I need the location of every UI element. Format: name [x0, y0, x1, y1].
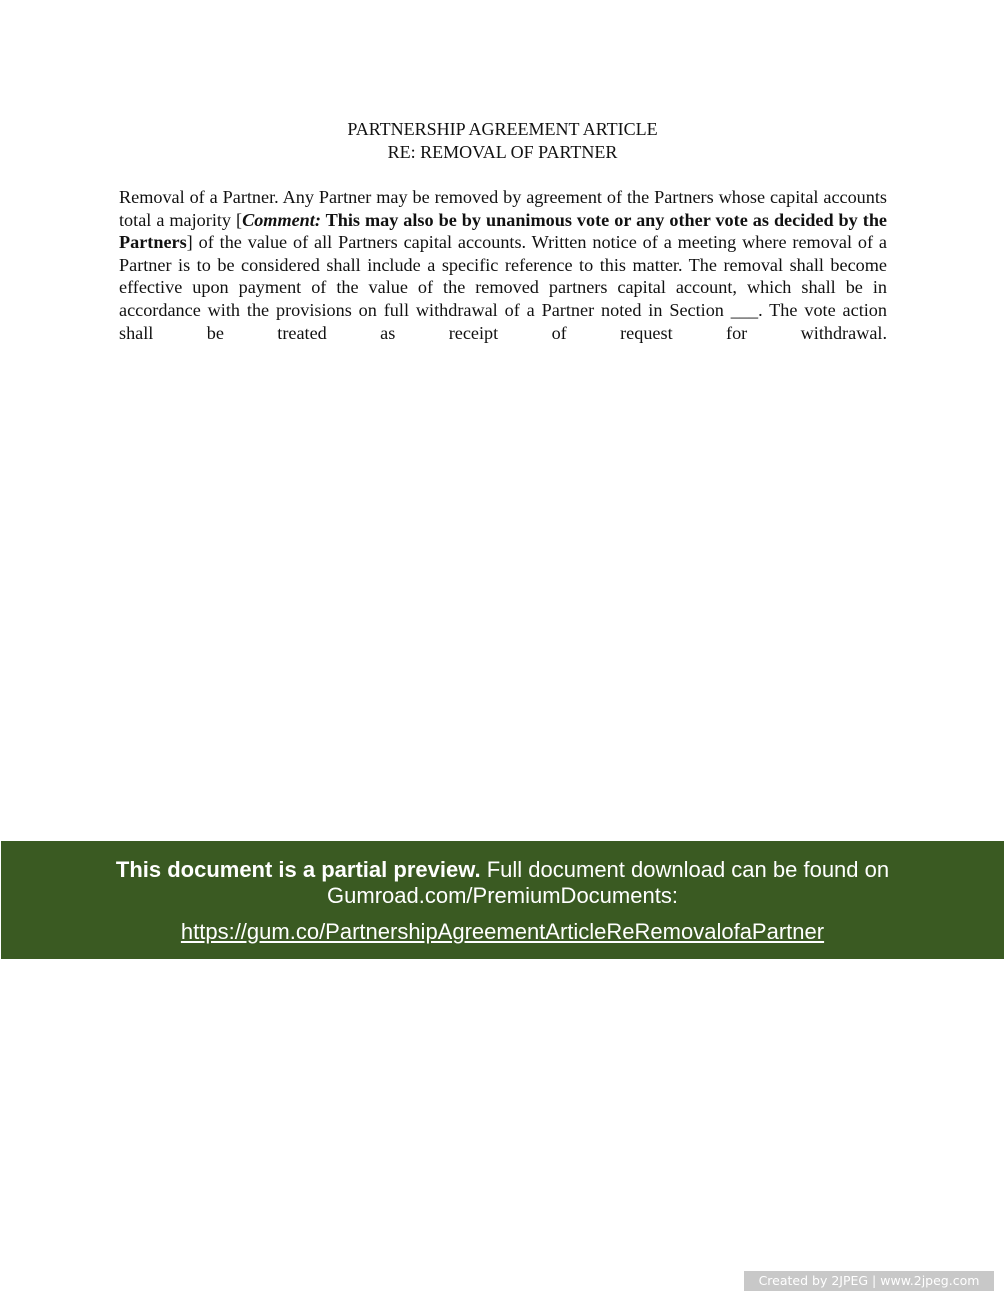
- download-link[interactable]: https://gum.co/PartnershipAgreementArticleReRemovalofaPartner: [180, 919, 825, 944]
- paragraph-part-1: Removal of a Partner. Any Partner may be removed by agreement of the Partners whose capital accounts total a majority [: [119, 187, 887, 230]
- creator-watermark: Created by 2JPEG | www.2jpeg.com: [744, 1271, 994, 1291]
- title-line-1: PARTNERSHIP AGREEMENT ARTICLE: [347, 119, 658, 139]
- comment-text: This may also be by unanimous vote or any other vote as decided by the Partners: [119, 209, 888, 253]
- removal-paragraph: [119, 186, 887, 344]
- title-line-2: RE: REMOVAL OF PARTNER: [387, 142, 618, 162]
- paragraph-part-2: ] of the value of all Partners capital accounts. Written notice of a meeting where removal of a Partner is to be considered shall include a specific reference to this matter. The removal shall become effective upon payment of the value of the removed partners capital account, which shall be in accordance with the provisions on full withdrawal of a Partner noted in Section ___. The vote action shall be treated as receipt of request for withdrawal.: [119, 232, 887, 343]
- preview-banner: [1, 841, 1004, 959]
- preview-notice: [1, 857, 1004, 909]
- document-title: [0, 118, 1005, 164]
- preview-notice-bold: This document is a partial preview.: [115, 857, 481, 882]
- preview-notice-text: Full document download can be found on Gumroad.com/PremiumDocuments:: [327, 857, 890, 908]
- comment-label: Comment:: [242, 209, 321, 230]
